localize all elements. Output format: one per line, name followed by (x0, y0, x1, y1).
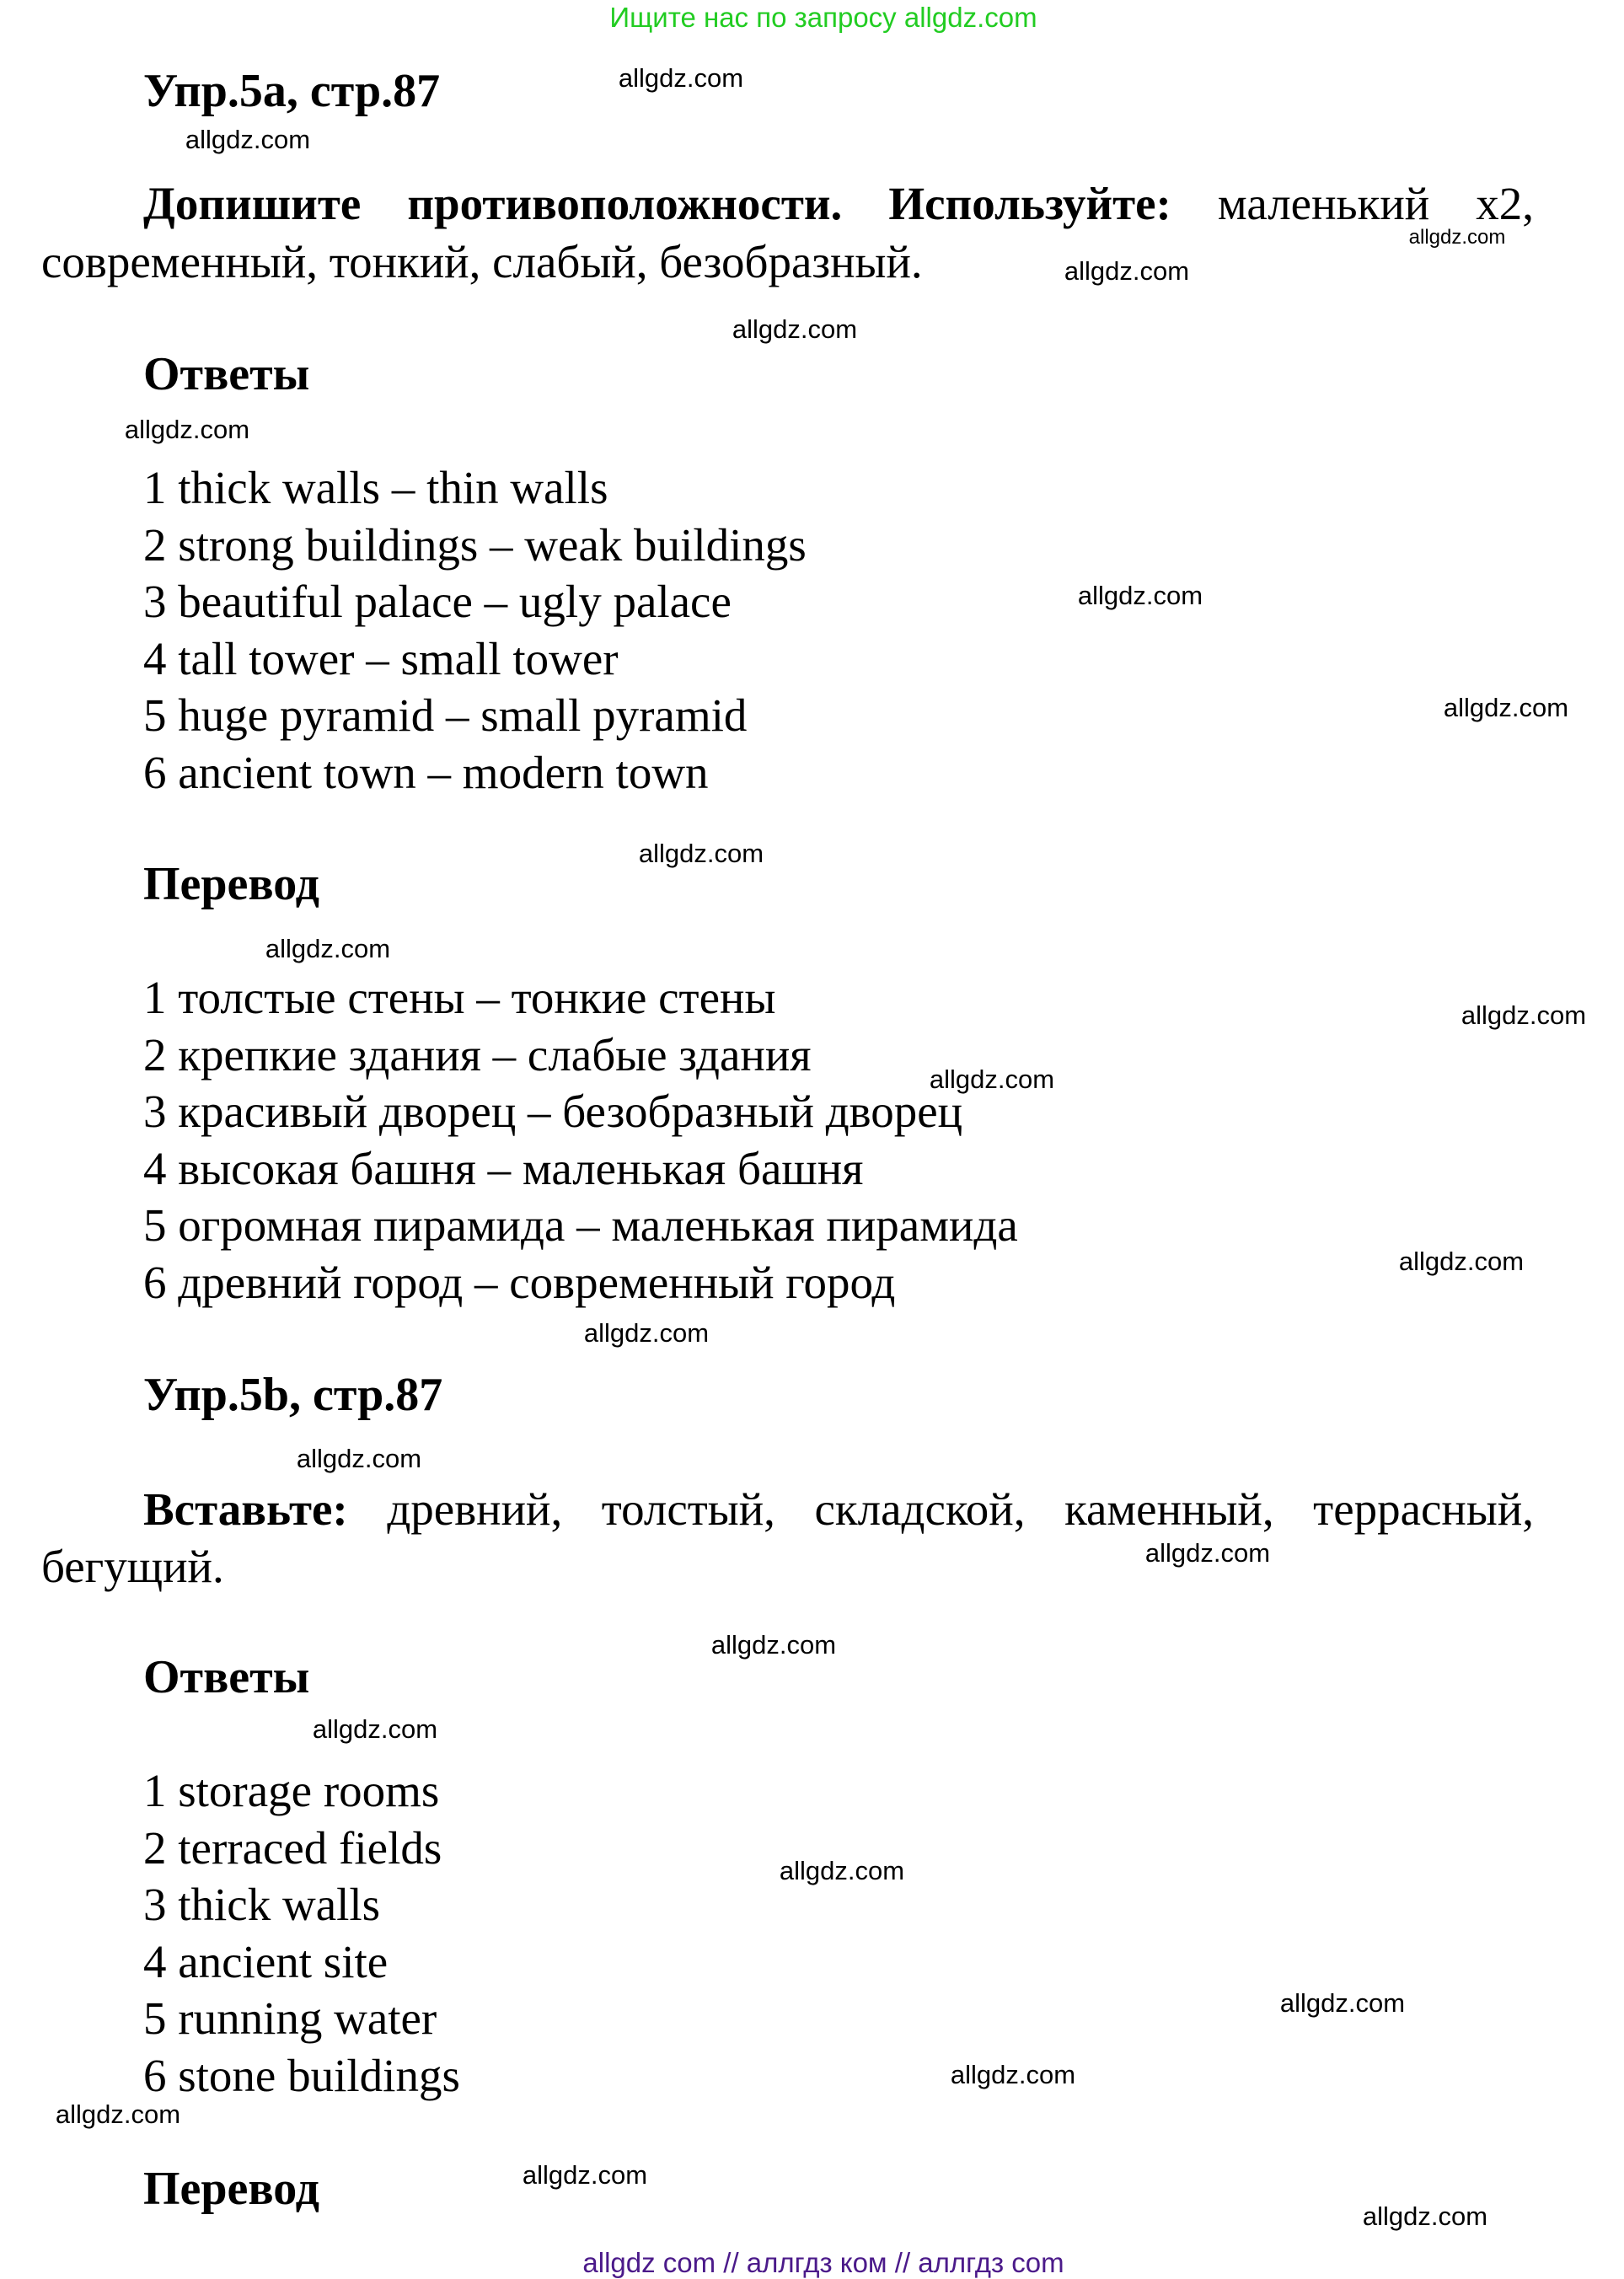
watermark: allgdz.com (929, 1064, 1055, 1094)
watermark: allgdz.com (950, 2060, 1076, 2089)
list-item: 5 огромная пирамида – маленькая пирамида (143, 1199, 1018, 1251)
list-item: 4 tall tower – small tower (143, 632, 619, 684)
list-item: 2 крепкие здания – слабые здания (143, 1028, 812, 1081)
list-item: 3 красивый дворец – безобразный дворец (143, 1086, 963, 1137)
watermark: allgdz.com (1064, 256, 1190, 286)
watermark: allgdz.com (1461, 1000, 1587, 1030)
watermark: allgdz.com (638, 839, 764, 868)
translation-heading: Перевод (143, 2163, 319, 2215)
exercise-5b-title: Упр.5b, стр.87 (143, 1369, 443, 1421)
footer-banner: allgdz com // аллгдз ком // аллгдз com (582, 2247, 1064, 2278)
watermark: allgdz.com (779, 1856, 905, 1885)
watermark: allgdz.com (1362, 2201, 1488, 2231)
exercise-5a-title: Упр.5a, стр.87 (143, 65, 441, 117)
watermark: allgdz.com (1144, 1538, 1271, 1568)
watermark: allgdz.com (55, 2099, 181, 2129)
list-item: 4 высокая башня – маленькая башня (143, 1142, 864, 1194)
watermark: allgdz.com (1443, 693, 1569, 722)
watermark: allgdz.com (312, 1714, 438, 1744)
translation-list (143, 969, 1018, 1311)
exercise-5a-instruction-line2: современный, тонкий, слабый, безобразный. (41, 236, 923, 287)
watermark: allgdz.com (583, 1318, 710, 1348)
translation-heading: Перевод (143, 858, 319, 910)
list-item: 1 storage rooms (143, 1765, 440, 1816)
list-item: 6 древний город – современный город (143, 1256, 896, 1308)
list-item: 6 ancient town – modern town (143, 746, 709, 798)
answers-heading: Ответы (143, 348, 310, 400)
list-item: 1 thick walls – thin walls (143, 462, 608, 513)
watermark: allgdz.com (124, 415, 250, 444)
list-item: 5 running water (143, 1992, 437, 2044)
list-item: 2 strong buildings – weak buildings (143, 518, 807, 571)
answers-list (143, 1762, 460, 2104)
watermark: allgdz.com (296, 1444, 422, 1473)
exercise-5b-instruction-line2: бегущий. (41, 1541, 224, 1592)
list-item: 6 stone buildings (143, 2049, 460, 2101)
watermark: allgdz.com (1279, 1988, 1406, 2018)
list-item: 1 толстые стены – тонкие стены (143, 972, 776, 1023)
watermark: allgdz.com (1077, 581, 1203, 610)
answers-list (143, 459, 807, 801)
watermark: allgdz.com (1408, 226, 1506, 249)
instruction-bold: Допишите противоположности. Используйте: (143, 178, 1171, 229)
instruction-bold: Вставьте: (143, 1483, 348, 1535)
watermark: allgdz.com (618, 63, 744, 93)
instruction-words: маленький x2, (1217, 178, 1534, 229)
exercise-5a-instruction-line1 (143, 180, 1534, 227)
watermark: allgdz.com (1398, 1247, 1525, 1276)
watermark: allgdz.com (710, 1630, 837, 1660)
watermark: allgdz.com (265, 934, 391, 963)
watermark: allgdz.com (732, 314, 858, 344)
list-item: 2 terraced fields (143, 1821, 442, 1874)
instruction-words: древний, толстый, складской, каменный, террасный, (387, 1483, 1535, 1535)
answers-heading: Ответы (143, 1651, 310, 1703)
list-item: 5 huge pyramid – small pyramid (143, 689, 748, 741)
search-banner: Ищите нас по запросу allgdz.com (609, 2, 1037, 33)
exercise-5b-instruction-line1 (143, 1483, 1535, 1535)
list-item: 3 thick walls (143, 1879, 381, 1930)
list-item: 4 ancient site (143, 1935, 389, 1987)
watermark: allgdz.com (522, 2160, 648, 2190)
watermark: allgdz.com (185, 125, 311, 154)
list-item: 3 beautiful palace – ugly palace (143, 576, 732, 627)
